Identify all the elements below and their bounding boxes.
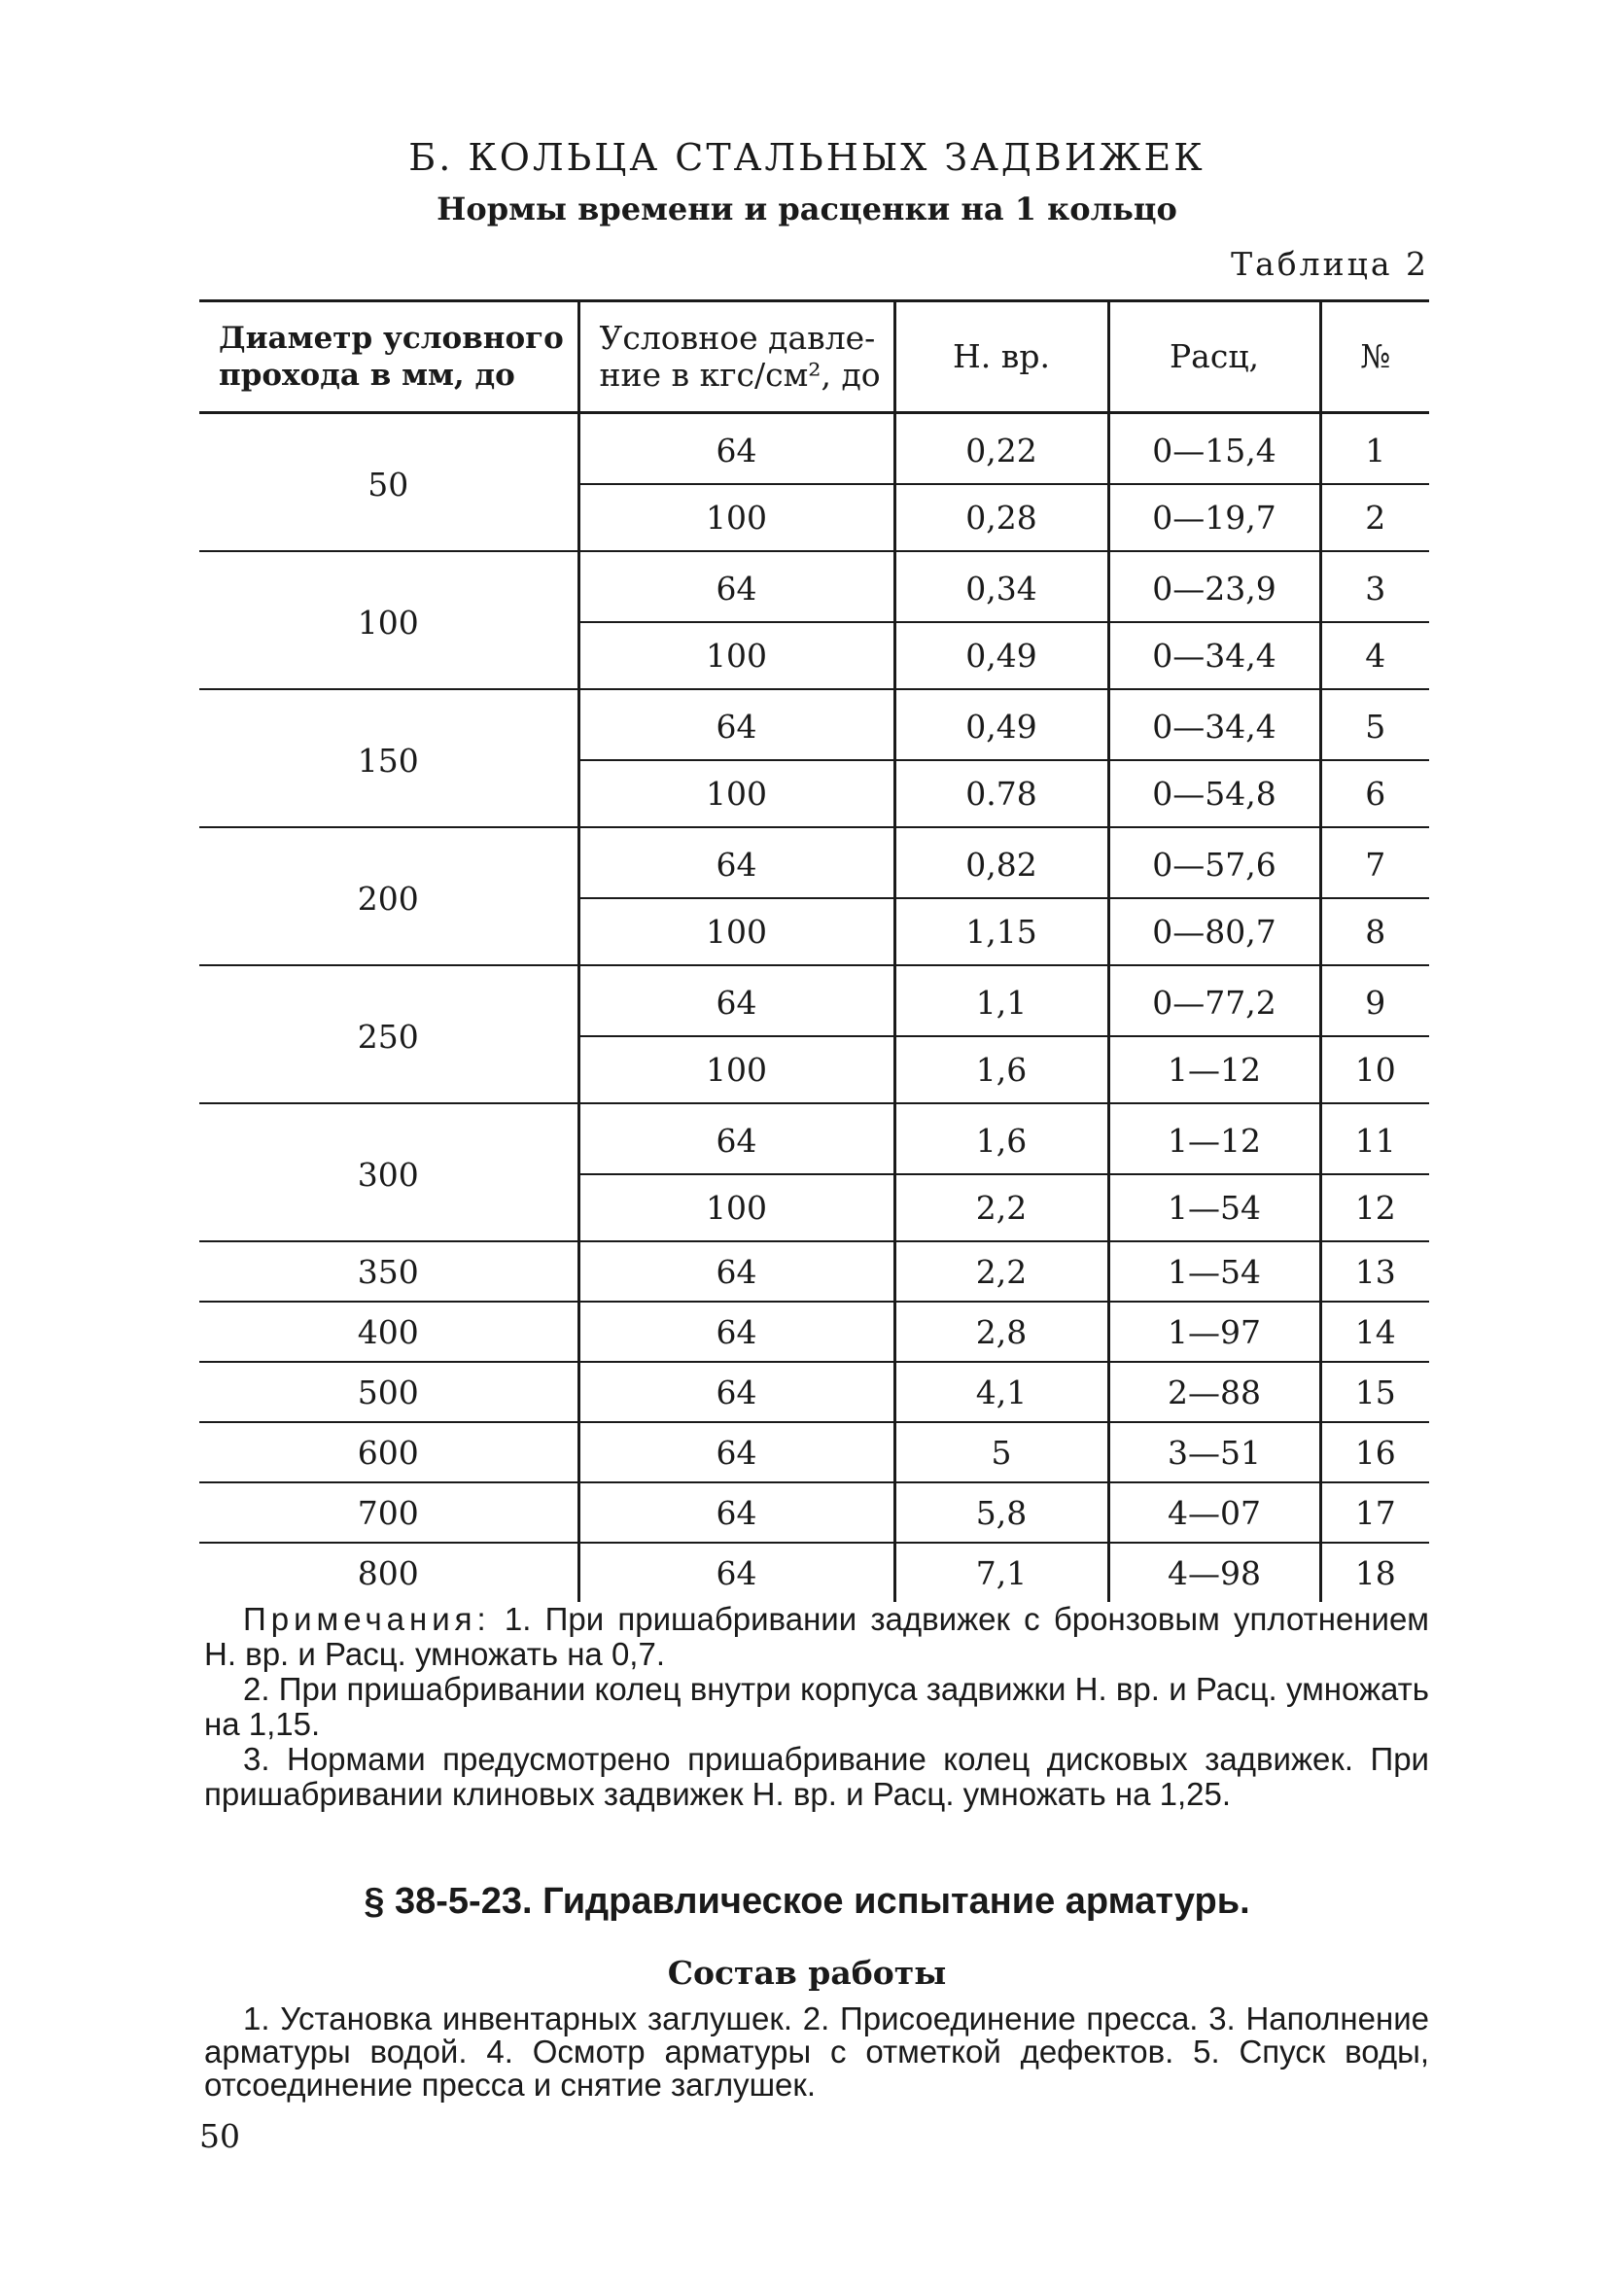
cell-rate: 0—80,7 <box>1108 898 1320 965</box>
page-number: 50 <box>199 2117 240 2155</box>
cell-rate: 4—07 <box>1108 1482 1320 1543</box>
cell-rate: 1—54 <box>1108 1174 1320 1241</box>
cell-diameter: 250 <box>199 965 578 1103</box>
cell-diameter: 350 <box>199 1241 578 1302</box>
cell-rate: 2—88 <box>1108 1362 1320 1422</box>
cell-pressure: 64 <box>578 1241 894 1302</box>
cell-rate: 0—19,7 <box>1108 484 1320 551</box>
cell-time: 5,8 <box>894 1482 1108 1543</box>
cell-number: 17 <box>1320 1482 1429 1543</box>
cell-pressure: 100 <box>578 898 894 965</box>
table-row <box>199 1103 1429 1174</box>
cell-diameter: 700 <box>199 1482 578 1543</box>
cell-diameter: 200 <box>199 827 578 965</box>
cell-number: 3 <box>1320 551 1429 622</box>
cell-number: 9 <box>1320 965 1429 1036</box>
cell-rate: 0—34,4 <box>1108 622 1320 689</box>
cell-number: 6 <box>1320 760 1429 827</box>
table-group <box>199 551 1429 689</box>
cell-time: 0,49 <box>894 689 1108 760</box>
cell-diameter: 800 <box>357 1553 419 1592</box>
header-pressure <box>578 301 894 413</box>
cell-time: 0.78 <box>894 760 1108 827</box>
header-rate: Расц, <box>1108 301 1320 413</box>
cell-pressure: 100 <box>578 760 894 827</box>
cell-number: 12 <box>1320 1174 1429 1241</box>
cell-rate: 1—12 <box>1108 1103 1320 1174</box>
cell-time: 4,1 <box>894 1362 1108 1422</box>
cell-rate: 1—54 <box>1108 1241 1320 1302</box>
cell-rate: 1—12 <box>1108 1036 1320 1103</box>
cell-time: 2,2 <box>894 1174 1108 1241</box>
cell-pressure: 64 <box>578 689 894 760</box>
header-number: № <box>1320 301 1429 413</box>
table-group <box>199 1103 1429 1241</box>
cell-rate: 0—15,4 <box>1108 413 1320 485</box>
cell-pressure: 100 <box>578 484 894 551</box>
cell-rate: 0—77,2 <box>1108 965 1320 1036</box>
table-group <box>199 689 1429 827</box>
cell-pressure: 64 <box>578 1103 894 1174</box>
table-row <box>199 1362 1429 1422</box>
cell-time: 0,82 <box>894 827 1108 898</box>
cell-number: 10 <box>1320 1036 1429 1103</box>
table-header <box>199 301 1429 413</box>
cell-pressure: 100 <box>578 1174 894 1241</box>
cell-number: 13 <box>1320 1241 1429 1302</box>
cell-time: 1,15 <box>894 898 1108 965</box>
table-row <box>199 1482 1429 1543</box>
table-row <box>199 1241 1429 1302</box>
notes-block <box>204 1602 1429 1812</box>
table-group <box>199 413 1429 552</box>
cell-rate: 3—51 <box>1108 1422 1320 1482</box>
cell-time: 0,34 <box>894 551 1108 622</box>
cell-pressure: 64 <box>578 827 894 898</box>
cell-pressure: 64 <box>578 1302 894 1362</box>
cell-pressure: 64 <box>578 965 894 1036</box>
cell-pressure: 64 <box>578 1362 894 1422</box>
cell-pressure: 64 <box>578 1543 894 1602</box>
note-3: 3. Нормами предусмотрено пришабривание колец дисковых задвижек. При пришабривании клиновых задвижек Н. вр. и Расц. умножать на 1,25. <box>204 1741 1429 1812</box>
cell-number: 18 <box>1320 1543 1429 1602</box>
cell-diameter: 600 <box>199 1422 578 1482</box>
cell-number: 5 <box>1320 689 1429 760</box>
table-group <box>199 965 1429 1103</box>
cell-pressure: 64 <box>578 413 894 485</box>
cell-time: 0,28 <box>894 484 1108 551</box>
cell-time: 1,1 <box>894 965 1108 1036</box>
header-pressure-line2: ние в кгс/см², до <box>599 356 881 394</box>
cell-number: 8 <box>1320 898 1429 965</box>
cell-rate: 0—57,6 <box>1108 827 1320 898</box>
cell-rate: 4—98 <box>1108 1543 1320 1602</box>
cell-diameter: 500 <box>199 1362 578 1422</box>
cell-time: 5 <box>894 1422 1108 1482</box>
table-row <box>199 827 1429 898</box>
header-time: Н. вр. <box>894 301 1108 413</box>
cell-diameter: 100 <box>199 551 578 689</box>
table-subtitle: Нормы времени и расценки на 1 кольцо <box>437 191 1177 227</box>
table-row <box>199 965 1429 1036</box>
table-row <box>199 1302 1429 1362</box>
cell-time: 1,6 <box>894 1103 1108 1174</box>
norms-table <box>199 299 1429 1602</box>
notes-label: Примечания: <box>243 1601 491 1637</box>
cell-time: 0,22 <box>894 413 1108 485</box>
cell-diameter: 150 <box>199 689 578 827</box>
cell-time: 2,8 <box>894 1302 1108 1362</box>
cell-pressure: 64 <box>578 551 894 622</box>
table-group <box>199 827 1429 965</box>
cell-number: 2 <box>1320 484 1429 551</box>
work-composition-title: Состав работы <box>667 1954 947 1992</box>
cell-number: 15 <box>1320 1362 1429 1422</box>
cell-number: 4 <box>1320 622 1429 689</box>
table-row <box>199 689 1429 760</box>
header-diameter-line1: Диаметр условного <box>219 321 564 356</box>
table-row <box>199 413 1429 485</box>
cell-time: 1,6 <box>894 1036 1108 1103</box>
cell-diameter: 50 <box>199 413 578 552</box>
cell-number: 14 <box>1320 1302 1429 1362</box>
work-composition-text: 1. Установка инвентарных заглушек. 2. Присоединение пресса. 3. Наполнение арматуры водой. 4. Осмотр арматуры с отметкой дефектов. 5. Спуск воды, отсоединение пресса и снятие заглушек. <box>204 2000 1429 2103</box>
cell-number: 1 <box>1320 413 1429 485</box>
cell-pressure: 64 <box>578 1482 894 1543</box>
table-row <box>199 1422 1429 1482</box>
cell-number: 7 <box>1320 827 1429 898</box>
note-2: 2. При пришабривании колец внутри корпуса задвижки Н. вр. и Расц. умножать на 1,15. <box>204 1671 1429 1742</box>
cell-diameter: 400 <box>199 1302 578 1362</box>
cell-number: 11 <box>1320 1103 1429 1174</box>
cell-rate: 0—34,4 <box>1108 689 1320 760</box>
cell-time: 7,1 <box>894 1543 1108 1602</box>
section-title: Б. КОЛЬЦА СТАЛЬНЫХ ЗАДВИЖЕК <box>408 136 1206 179</box>
cell-number: 16 <box>1320 1422 1429 1482</box>
table-single-rows <box>199 1241 1429 1602</box>
cell-pressure: 100 <box>578 1036 894 1103</box>
header-diameter-line2: прохода в мм, до <box>219 358 515 393</box>
cell-rate: 0—23,9 <box>1108 551 1320 622</box>
cell-pressure: 64 <box>578 1422 894 1482</box>
cell-rate: 0—54,8 <box>1108 760 1320 827</box>
header-pressure-line1: Условное давле- <box>599 319 876 357</box>
cell-diameter: 300 <box>199 1103 578 1241</box>
table-label: Таблица 2 <box>1231 245 1429 283</box>
cell-rate: 1—97 <box>1108 1302 1320 1362</box>
table-row <box>199 551 1429 622</box>
cell-time: 0,49 <box>894 622 1108 689</box>
header-diameter <box>199 301 578 413</box>
note-1 <box>204 1602 1429 1672</box>
cell-time: 2,2 <box>894 1241 1108 1302</box>
note-1-text: 1. При пришабривании задвижек с бронзовым уплотнением Н. вр. и Расц. умножать на 0,7. <box>204 1601 1429 1672</box>
cell-pressure: 100 <box>578 622 894 689</box>
paragraph-title: § 38-5-23. Гидравлическое испытание арматурь. <box>364 1881 1250 1922</box>
table-row <box>199 1543 1429 1602</box>
